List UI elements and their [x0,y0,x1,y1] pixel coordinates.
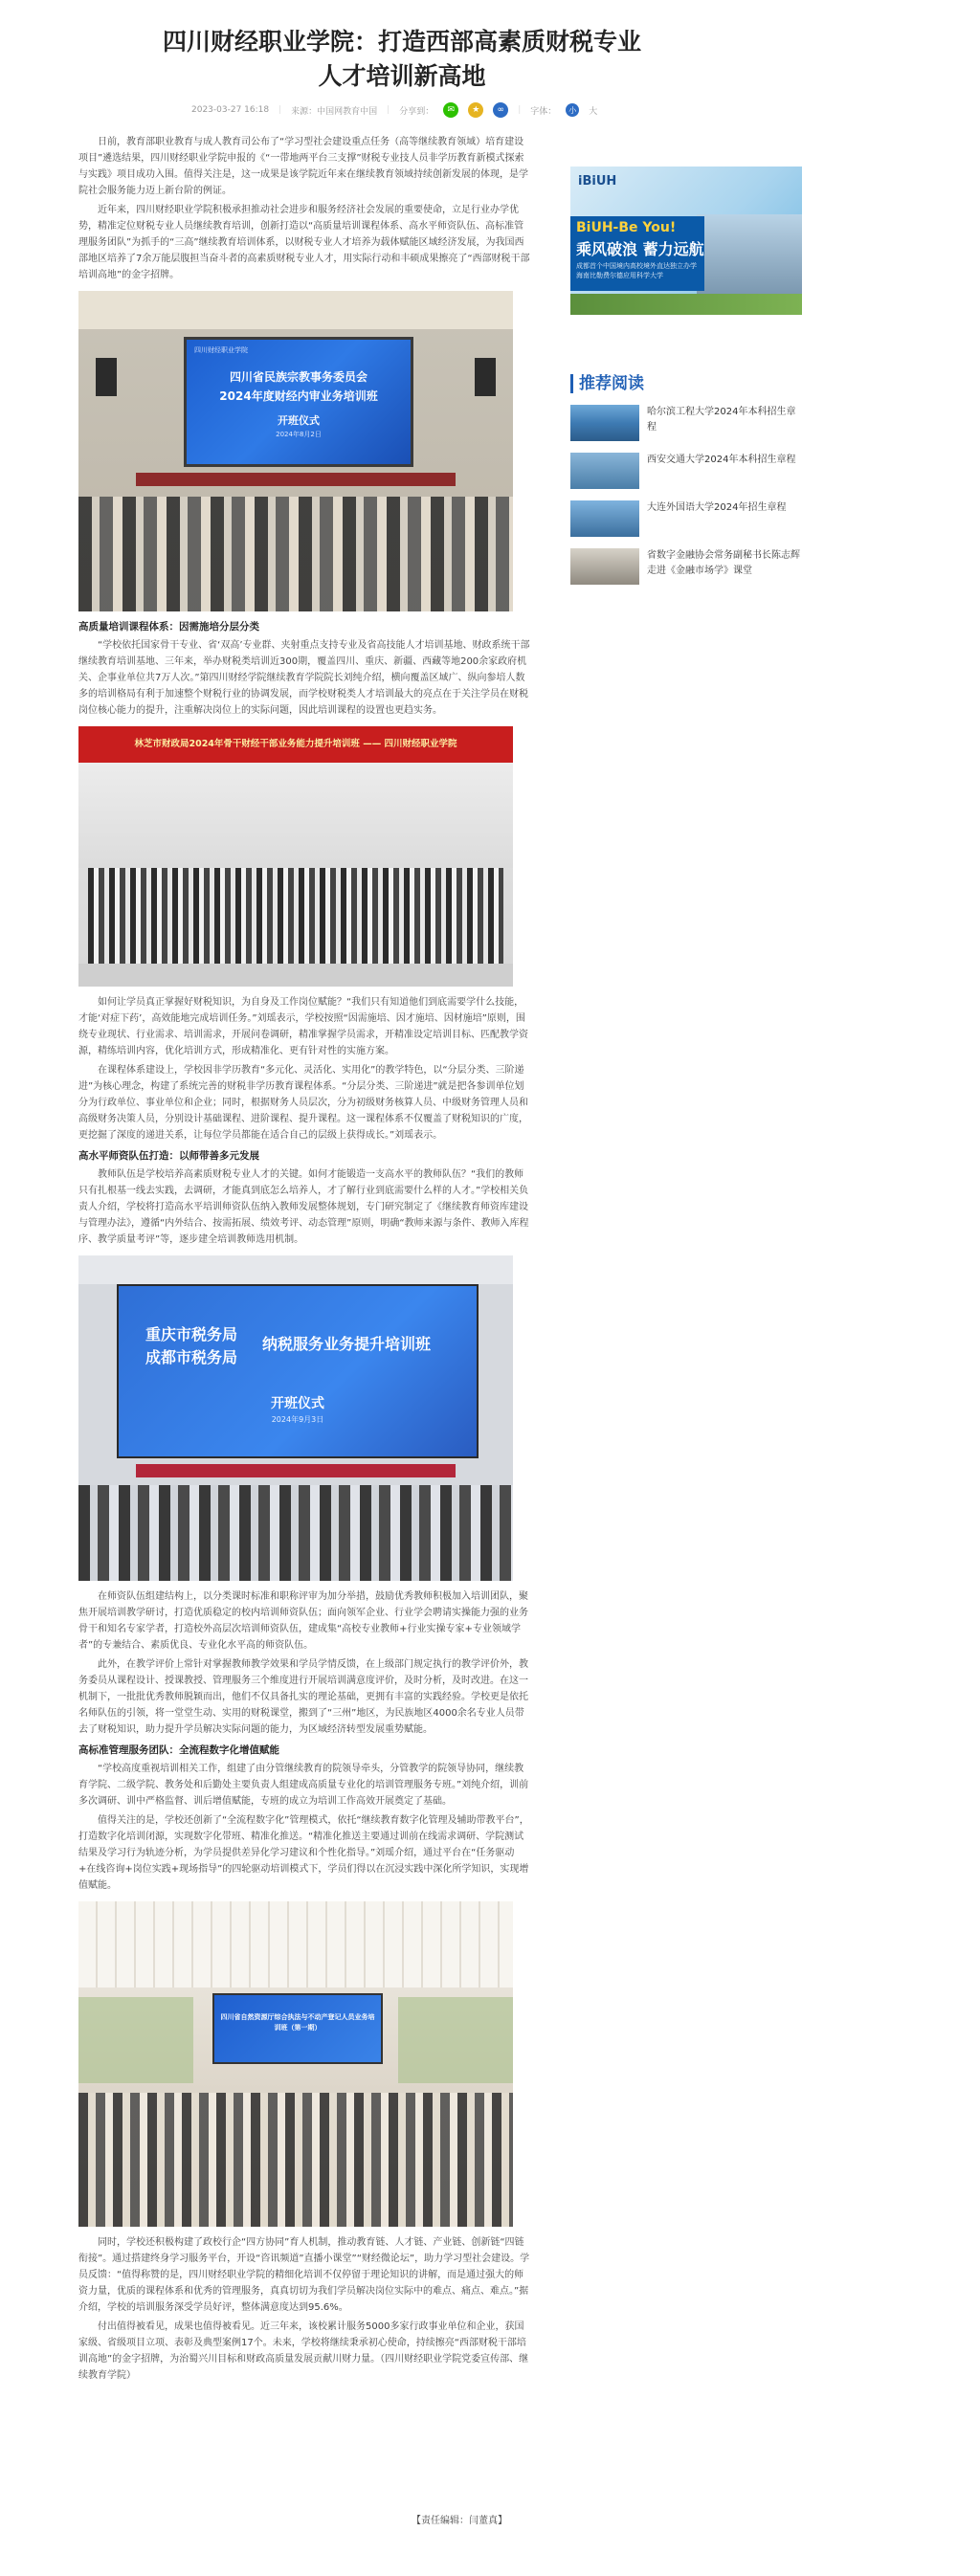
banner-line: 2024年8月2日 [276,431,322,438]
paragraph: 在课程体系建设上，学校因非学历教育“多元化、灵活化、实用化”的教学特色，以“分层分类、三阶递进”为核心理念，构建了系统完善的财税非学历教育课程体系。“分层分类、三阶递进”就是把各参训单位划分为行政单位、事业单位和企业；同时，根据财务人员层次，分为初级财务核算人员、中级财务管理人员和高级财务决策人员，分别设计基础课程、进阶课程、提升课程。这一课程体系不仅覆盖了财税知识的广度，更挖掘了深度的递进关系，让每位学员都能在适合自己的层级上获得成长。”刘瑶表示。 [78,1065,528,1141]
meta-divider: | [518,105,522,115]
recommend-item[interactable] [570,453,804,489]
paragraph: “学校高度重视培训相关工作，组建了由分管继续教育的院领导牵头，分管教学的院领导协同，继续教育学院、二级学院、教务处和后勤处主要负责人组建成高质量专业化的培训管理服务专班。”刘纯介绍，训前多次调研、训中严格监督、训后增值赋能，专班的成立为培训工作高效开展奠定了基础。 [78,1764,529,1807]
ad-headline: BiUH-Be You! [576,220,677,235]
sidebar-ad-banner[interactable] [570,167,802,315]
recommend-link[interactable]: 西安交通大学2024年本科招生章程 [647,455,796,465]
article-photo [78,726,513,987]
recommend-link[interactable]: 大连外国语大学2024年招生章程 [647,502,787,513]
recommend-item[interactable] [570,548,804,585]
responsible-editor: 【责任编辑：闫董真】 [412,2516,507,2526]
recommend-item[interactable] [570,405,804,441]
banner-line: 重庆市税务局 [145,1325,238,1344]
recommend-thumbnail[interactable] [570,405,639,441]
font-large-button[interactable]: 大 [589,106,598,117]
font-small-button[interactable]: 小 [566,103,579,117]
recommend-link[interactable]: 哈尔滨工程大学2024年本科招生章程 [647,407,796,433]
banner-line: 开班仪式 [271,1396,324,1411]
sidebar [570,167,804,585]
recommend-thumbnail[interactable] [570,453,639,489]
ad-logo: iBiUH [578,174,617,189]
paragraph: 近年来，四川财经职业学院积极承担推动社会进步和服务经济社会发展的重要使命，立足行业办学优势，精准定位财税专业人员继续教育培训，创新打造以“高质量培训课程体系、高水平师资队伍、高标准管理服务团队”为抓手的“三高”继续教育培训体系，以财税专业人才培养为载体赋能区域经济发展，为我国西部地区培养了7余万能层腹担当奋斗者的高素质财税专业人才，用实际行动和丰硕成果擦亮了“西部财税干部培训高地”的金字招牌。 [78,205,530,280]
banner-line: 2024年9月3日 [271,1415,324,1424]
recommend-item[interactable] [570,500,804,537]
banner-line: 成都市税务局 [145,1348,238,1366]
article-meta [191,100,612,121]
wechat-share-icon[interactable]: ✉ [443,102,458,118]
paragraph: 在师资队伍组建结构上，以分类课时标准和职称评审为加分举措，鼓励优秀教师积极加入培训团队，聚焦开展培训教学研讨，打造优质稳定的校内培训师资队伍；面向领军企业、行业学会聘请实操能力强的业务骨干和知名专家学者，打造校外高层次培训师资队伍，建成集“高校专业教师+行业实操专家+专业领域学者”的专兼结合、素质优良、专业化水平高的师资队伍。 [78,1591,528,1651]
paragraph: 此外，在教学评价上常针对掌握教师教学效果和学员学情反馈，在上级部门规定执行的教学评价外，教务委员从课程设计、授课教授、管理服务三个维度进行开展培训满意度评价，及时分析，及时改进。在这一机制下，一批批优秀教师脱颖而出，他们不仅具备扎实的理论基础，更拥有丰富的实践经验。学校更是依托名师队伍的引领，将一堂堂生动、实用的财税课堂，搬到了“三州”地区，为民族地区4000余名专业人员带去了财税知识，助力提升学员解决实际问题的能力，为区域经济转型发展重势赋能。 [78,1659,528,1735]
banner-line: 纳税服务业务提升培训班 [262,1335,432,1353]
banner-line: 林芝市财政局2024年骨干财经干部业务能力提升培训班 —— 四川财经职业学院 [134,739,457,749]
paragraph: 日前，教育部职业教育与成人教育司公布了“学习型社会建设重点任务（高等继续教育领域）培育建设项目”遴选结果，四川财经职业学院申报的《“一带地两平台三支撑”财税专业技人员非学历教育新模式探索与实践》项目成功入围。值得关注是，这一成果是该学院近年来在继续教育领域持续创新发展的体现，是学院社会服务能力迈上新台阶的例证。 [78,137,528,196]
banner-line: 2024年度财经内审业务培训班 [219,389,378,403]
recommend-thumbnail[interactable] [570,548,639,585]
recommend-link[interactable]: 省数字金融协会常务副秘书长陈志辉走进《金融市场学》课堂 [647,550,800,576]
meta-divider: | [278,105,282,115]
paragraph: 值得关注的是，学校还创新了“全流程数字化”管理模式，依托“继续教育数字化管理及辅助带教平台”，打造数字化培训闭源，实现数字化带班、精准化推送。“精准化推送主要通过训前在线需求调研、学院测试结果及学习行为轨迹分析，为学员提供差异化学习建议和个性化指导。”刘瑶介绍，通过平台在“任务驱动+在线咨询+岗位实践+现场指导”的四轮驱动培训模式下，学员们得以在沉浸实践中深化所学知识，实现增值赋能。 [78,1815,529,1891]
ad-caption: 成都首个中国境内高校境外直达独立办学 海南比勒费尔德应用科学大学 [576,262,697,279]
banner-line: 开班仪式 [278,414,320,427]
article-body [78,134,530,2387]
paragraph: 付出值得被看见，成果也值得被看见。近三年来，该校累计服务5000多家行政事业单位和企业，获国家级、省级项目立项、表彰及典型案例17个。未来，学校将继续秉承初心使命，持续擦亮“西部财税干部培训高地”的金字招牌，为治蜀兴川目标和财政高质量发展贡献川财力量。（四川财经职业学院党委宣传部、继续教育学院） [78,2321,529,2381]
font-size-label: 字体： [530,106,557,117]
banner-line: 四川省民族宗教事务委员会 [229,370,368,384]
paragraph: “学校依托国家骨干专业、省‘双高’专业群、夹射重点支持专业及省高技能人才培训基地、财政系统干部继续教育培训基地、三年来，举办财税类培训近300期，覆盖四川、重庆、新疆、西藏等地200余家政府机关、企事业单位共7万人次。”第四川财经学院继续教育学院院长刘纯介绍，横向覆盖区域广、纵向参培人数多的培训格局有利于加速整个财税行业的协调发展，而学校财税类人才培训最大的亮点在于关注学员在财税岗位核心能力的提升，注重解决岗位上的实际问题，因此培训课程的设置也更趋实务。 [78,640,530,716]
article-title: 四川财经职业学院：打造西部高素质财税专业人才培训新高地 [162,28,641,90]
recommend-title: 推荐阅读 [570,374,804,393]
qzone-share-icon[interactable]: ★ [468,102,483,118]
meta-divider: | [387,105,390,115]
paragraph: 同时，学校还积极构建了政校行企“四方协同”育人机制，推动教育链、人才链、产业链、创新链“四链衔接”。通过搭建终身学习服务平台，开设“咨讯频道”直播小课堂”“财经微论坛”，助力学习型社会建设。学员反馈：“值得称赞的是，四川财经职业学院的精细化培训不仅停留于理论知识的讲解，而是通过强大的师资力量，优质的课程体系和优秀的管理服务，真真切切为我们学员解决岗位实际中的难点、痛点、难点。”据介绍，学校的培训服务深受学员好评，整体满意度达到95.6%。 [78,2237,530,2313]
article-photo [78,1255,513,1581]
article-source: 来源：中国网教育中国 [291,106,378,117]
section-heading: 高质量培训课程体系：因需施培分层分类 [78,621,259,633]
link-share-icon[interactable]: ∞ [493,102,508,118]
paragraph: 如何让学员真正掌握好财税知识，为自身及工作岗位赋能？“我们只有知道他们到底需要学什么技能，才能‘对症下药’，高效能地完成培训任务。”刘瑶表示，学校按照“因需施培、因才施培、因材施培”原则，围绕专业现状、行业需求、培训需求，开展问卷调研，精准掌握学员需求，开精准设定培训目标、匹配教学资源，精练培训内容，优化培训方式，形成精准化、更有针对性的实施方案。 [78,997,528,1056]
paragraph: 教师队伍是学校培养高素质财税专业人才的关键。如何才能锻造一支高水平的教师队伍？“我们的教师只有扎根基一线去实践，去调研，才能真到底怎么培养人，才了解行业到底需要什么样的人才。”学校相关负责人介绍，学校将打造高水平培训师资队伍纳入教师发展整体规划，专门研究制定了《继续教育师资库建设与管理办法》，遵循“内外结合、按需拓展、绩效考评、动态管理”原则，明确“教师来源与条件、教师入库程序、教学质量考评”等，逐步建全培训教师选用机制。 [78,1169,529,1245]
banner-line: 四川省自然资源厅综合执法与不动产登记人员业务培训班（第一期） [220,2013,375,2032]
banner-org: 四川财经职业学院 [194,346,248,354]
article-photo [78,291,513,611]
publish-date: 2023-03-27 16:18 [191,105,270,115]
section-heading: 高水平师资队伍打造：以师带善多元发展 [78,1150,259,1162]
recommend-thumbnail[interactable] [570,500,639,537]
section-heading: 高标准管理服务团队：全流程数字化增值赋能 [78,1744,279,1756]
share-label: 分享到： [399,106,434,117]
ad-slogan: 乘风破浪 蓄力远航 [576,240,704,258]
article-photo [78,1901,513,2227]
